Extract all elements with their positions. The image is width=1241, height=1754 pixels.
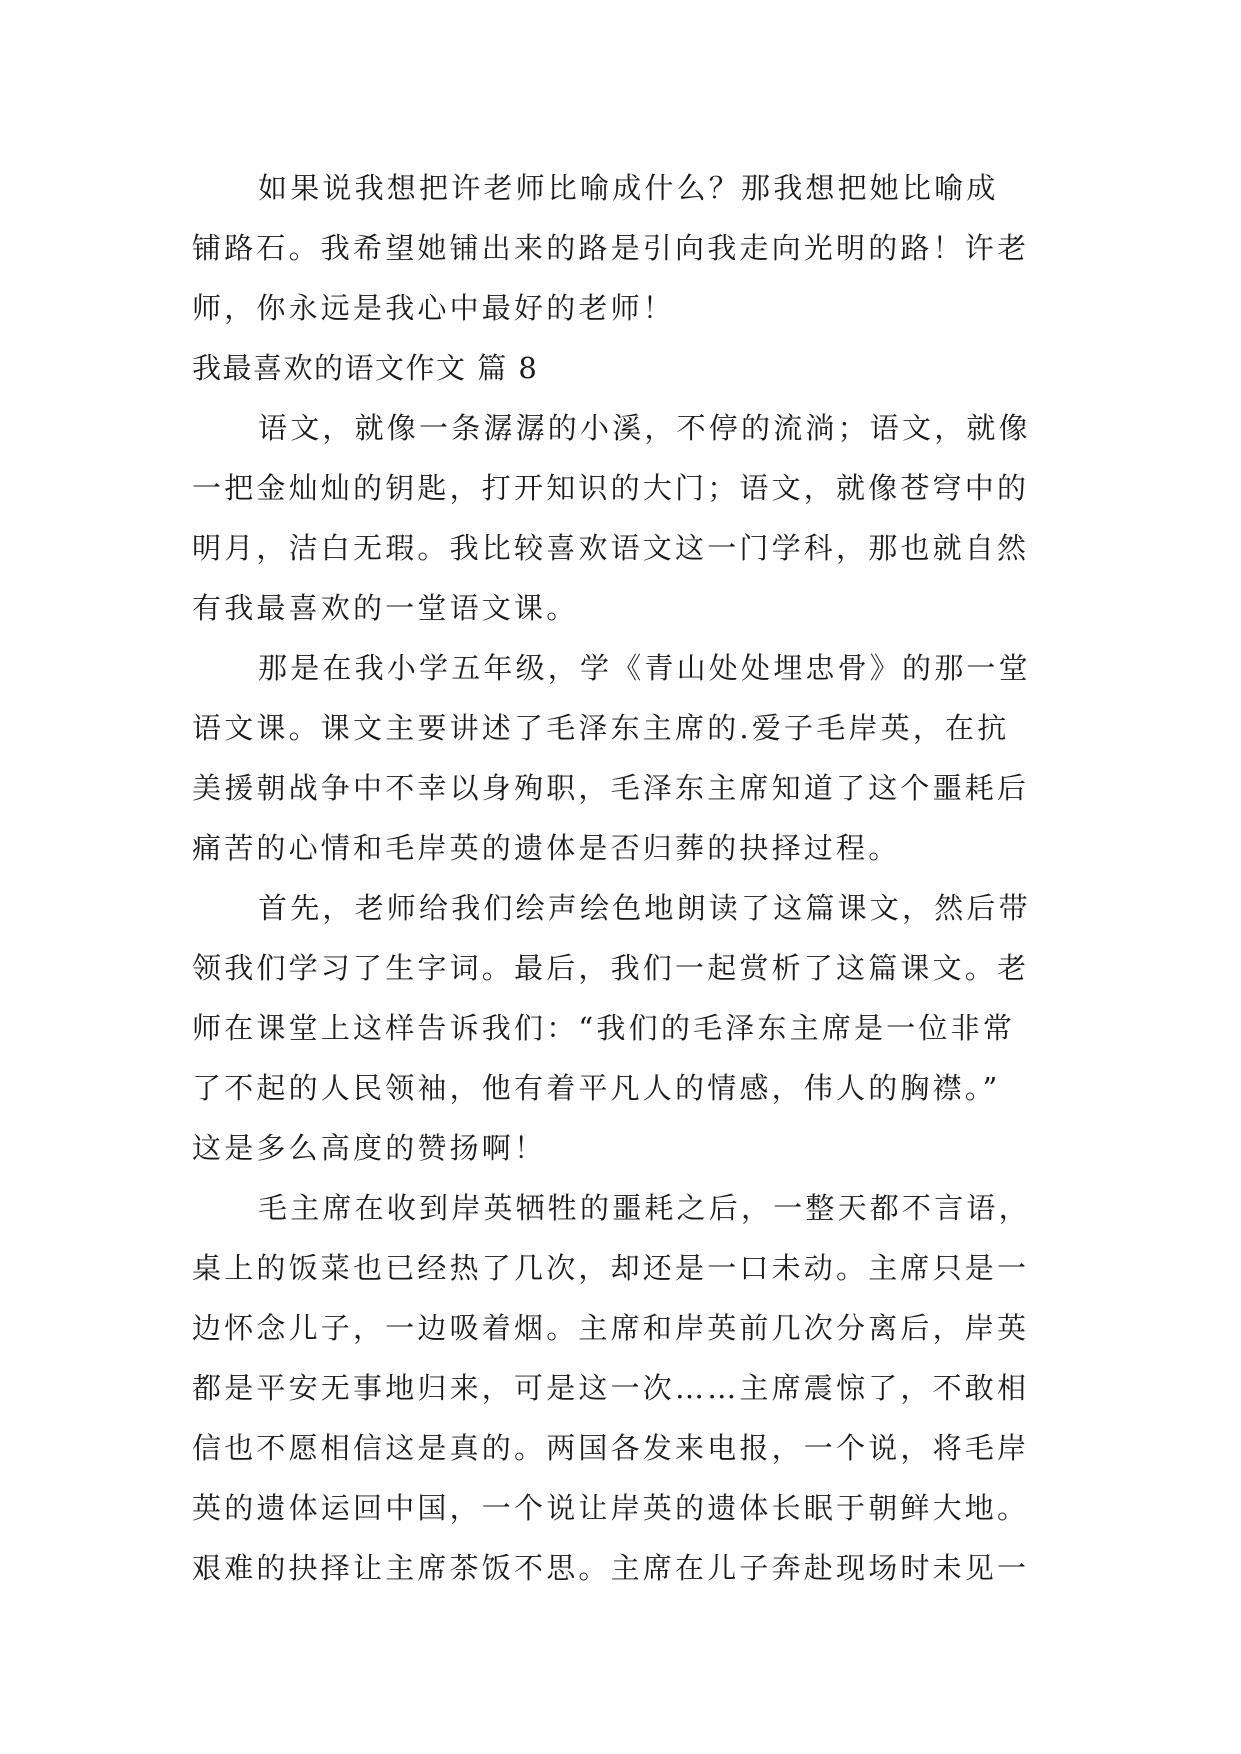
paragraph	[192, 158, 1072, 338]
text-line: 痛苦的心情和毛岸英的遗体是否归葬的抉择过程。	[192, 831, 901, 865]
text-line: 铺路石。我希望她铺出来的路是引向我走向光明的路！许老	[192, 231, 1030, 265]
paragraph	[192, 398, 1072, 638]
text-line: 师在课堂上这样告诉我们：“我们的毛泽东主席是一位非常	[192, 1011, 1016, 1045]
text-line: 这是多么高度的赞扬啊！	[192, 1131, 547, 1165]
text-line: 如果说我想把许老师比喻成什么？那我想把她比喻成	[258, 171, 999, 205]
section-heading	[192, 338, 1072, 398]
paragraph	[192, 638, 1072, 878]
text-line: 语文，就像一条潺潺的小溪，不停的流淌；语文，就像	[258, 411, 1031, 445]
document-body	[192, 158, 1072, 1598]
heading-text: 我最喜欢的语文作文 篇 8	[192, 351, 539, 385]
text-line: 一把金灿灿的钥匙，打开知识的大门；语文，就像苍穹中的	[192, 471, 1030, 505]
text-line: 那是在我小学五年级，学《青山处处埋忠骨》的那一堂	[258, 651, 1031, 685]
text-line: 都是平安无事地归来，可是这一次……主席震惊了，不敢相	[192, 1371, 1030, 1405]
text-line: 美援朝战争中不幸以身殉职，毛泽东主席知道了这个噩耗后	[192, 771, 1030, 805]
text-line: 边怀念儿子，一边吸着烟。主席和岸英前几次分离后，岸英	[192, 1311, 1030, 1345]
text-line: 了不起的人民领袖，他有着平凡人的情感，伟人的胸襟。”	[192, 1071, 1001, 1105]
text-line: 明月，洁白无瑕。我比较喜欢语文这一门学科，那也就自然	[192, 531, 1030, 565]
text-line: 有我最喜欢的一堂语文课。	[192, 591, 579, 625]
paragraph	[192, 878, 1072, 1178]
text-line: 桌上的饭菜也已经热了几次，却还是一口未动。主席只是一	[192, 1251, 1030, 1285]
paragraph	[192, 1178, 1072, 1598]
text-line: 信也不愿相信这是真的。两国各发来电报，一个说，将毛岸	[192, 1431, 1030, 1465]
text-line: 师，你永远是我心中最好的老师！	[192, 291, 676, 325]
text-line: 艰难的抉择让主席茶饭不思。主席在儿子奔赴现场时未见一	[192, 1551, 1030, 1585]
text-line: 毛主席在收到岸英牺牲的噩耗之后，一整天都不言语，	[258, 1191, 1031, 1225]
text-line: 语文课。课文主要讲述了毛泽东主席的.爱子毛岸英，在抗	[192, 711, 1010, 745]
text-line: 首先，老师给我们绘声绘色地朗读了这篇课文，然后带	[258, 891, 1031, 925]
text-line: 英的遗体运回中国，一个说让岸英的遗体长眠于朝鲜大地。	[192, 1491, 1030, 1525]
text-line: 领我们学习了生字词。最后，我们一起赏析了这篇课文。老	[192, 951, 1030, 985]
